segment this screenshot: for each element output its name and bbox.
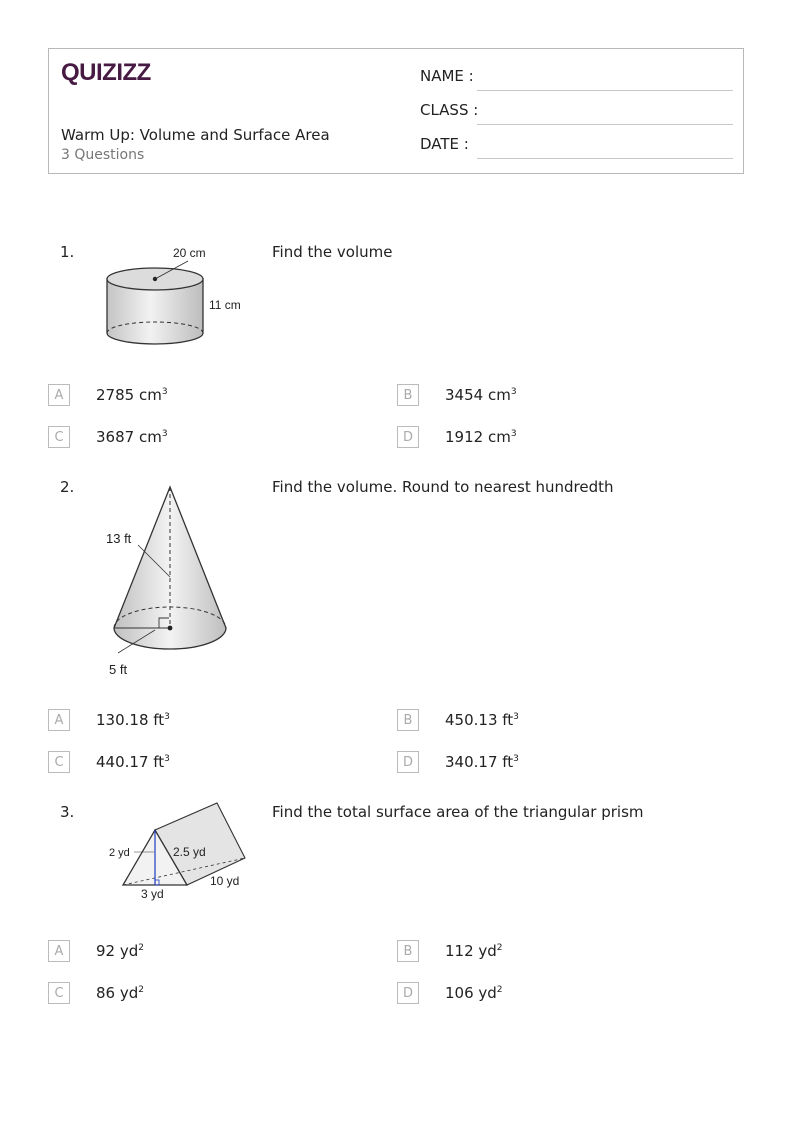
option-c[interactable] xyxy=(48,982,348,1006)
option-value: 340.17 $ft^3$ xyxy=(445,753,519,771)
prism-base-label: 3 yd xyxy=(141,887,164,901)
question-text: Find the volume. Round to nearest hundredth xyxy=(272,478,614,496)
cone-figure xyxy=(100,483,240,683)
class-line[interactable] xyxy=(477,124,733,125)
option-letter: A xyxy=(48,940,70,962)
class-field[interactable] xyxy=(420,101,733,125)
option-value: 440.17 $ft^3$ xyxy=(96,753,170,771)
quizizz-logo: QUIZIZZ xyxy=(61,59,151,86)
option-a[interactable] xyxy=(48,940,348,964)
question-text: Find the total surface area of the triangular prism xyxy=(272,803,644,821)
option-b[interactable] xyxy=(397,384,697,408)
option-letter: B xyxy=(397,384,419,406)
option-d[interactable] xyxy=(397,751,697,775)
option-letter: B xyxy=(397,940,419,962)
option-b[interactable] xyxy=(397,940,697,964)
option-b[interactable] xyxy=(397,709,697,733)
option-d[interactable] xyxy=(397,982,697,1006)
cylinder-figure xyxy=(100,243,250,348)
question-count: 3 Questions xyxy=(61,147,145,163)
worksheet-header xyxy=(48,48,744,174)
option-letter: C xyxy=(48,982,70,1004)
option-letter: B xyxy=(397,709,419,731)
option-value: 1912 $cm^3$ xyxy=(445,428,517,446)
option-value: 92 $yd^2$ xyxy=(96,942,144,960)
option-value: 2785 $cm^3$ xyxy=(96,386,168,404)
option-value: 3687 $cm^3$ xyxy=(96,428,168,446)
option-letter: D xyxy=(397,426,419,448)
option-value: 3454 $cm^3$ xyxy=(445,386,517,404)
slant-label: 13 ft xyxy=(106,531,132,546)
date-field[interactable] xyxy=(420,135,733,159)
question-number: 3. xyxy=(60,803,75,821)
option-letter: D xyxy=(397,982,419,1004)
radius-label: 5 ft xyxy=(109,662,128,677)
option-value: 112 $yd^2$ xyxy=(445,942,503,960)
option-letter: A xyxy=(48,384,70,406)
question-number: 2. xyxy=(60,478,75,496)
name-label: NAME : xyxy=(420,67,474,85)
option-letter: D xyxy=(397,751,419,773)
option-d[interactable] xyxy=(397,426,697,450)
option-a[interactable] xyxy=(48,709,348,733)
question-text: Find the volume xyxy=(272,243,393,261)
option-a[interactable] xyxy=(48,384,348,408)
option-letter: A xyxy=(48,709,70,731)
diameter-label: 20 cm xyxy=(173,246,206,260)
option-value: 130.18 $ft^3$ xyxy=(96,711,170,729)
prism-length-label: 10 yd xyxy=(210,874,240,888)
name-field[interactable] xyxy=(420,67,733,91)
question-number: 1. xyxy=(60,243,75,261)
prism-height-label: 2 yd xyxy=(109,847,130,859)
height-label: 11 cm xyxy=(209,298,241,312)
option-letter: C xyxy=(48,426,70,448)
name-line[interactable] xyxy=(477,90,733,91)
option-value: 86 $yd^2$ xyxy=(96,984,144,1002)
triangular-prism-figure xyxy=(105,800,250,905)
option-value: 106 $yd^2$ xyxy=(445,984,503,1002)
class-label: CLASS : xyxy=(420,101,479,119)
option-c[interactable] xyxy=(48,751,348,775)
date-label: DATE : xyxy=(420,135,469,153)
date-line[interactable] xyxy=(477,158,733,159)
option-c[interactable] xyxy=(48,426,348,450)
worksheet-title: Warm Up: Volume and Surface Area xyxy=(61,126,330,144)
option-value: 450.13 $ft^3$ xyxy=(445,711,519,729)
option-letter: C xyxy=(48,751,70,773)
prism-side-label: 2.5 yd xyxy=(173,845,206,859)
